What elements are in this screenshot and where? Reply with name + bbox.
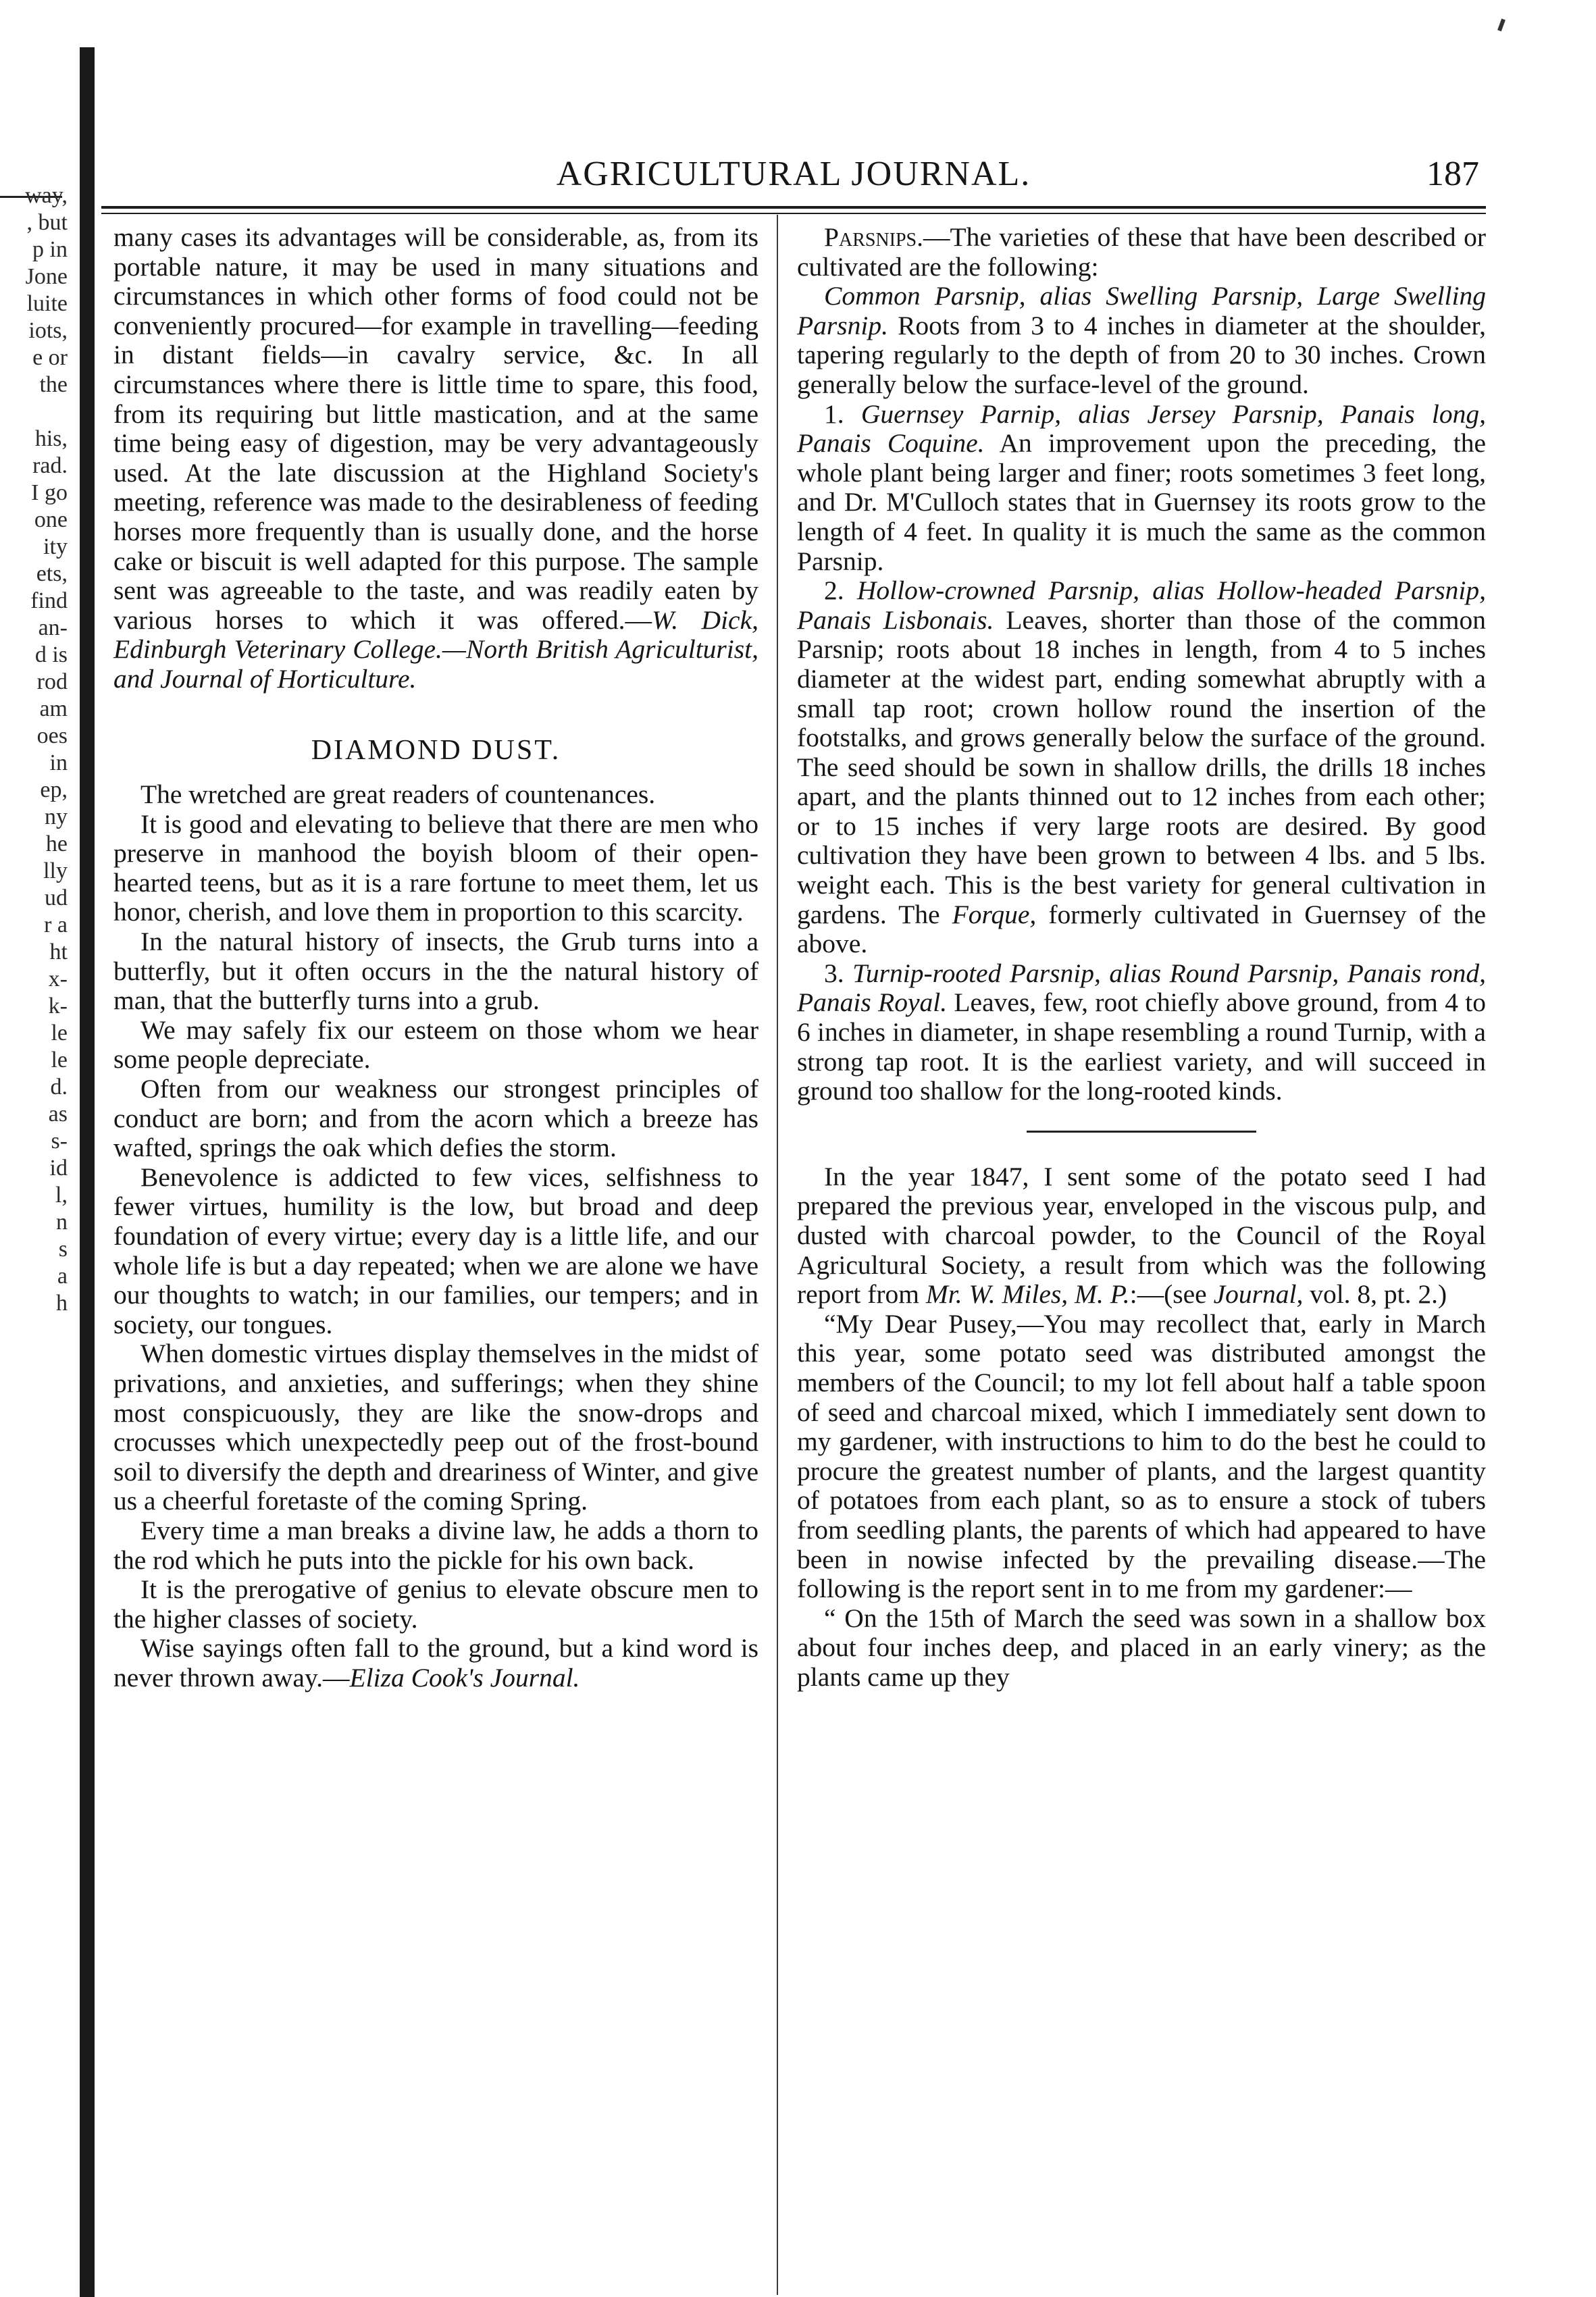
gutter-fragment: find bbox=[30, 588, 68, 613]
page-number: 187 bbox=[1426, 155, 1479, 193]
gutter-fragment: x- bbox=[48, 966, 68, 991]
gutter-fragment: one bbox=[34, 507, 68, 532]
gutter-fragment: le bbox=[51, 1021, 68, 1046]
running-head bbox=[108, 154, 1479, 201]
potato-p1-ref: vol. 8, pt. 2.) bbox=[1310, 1279, 1447, 1310]
item3-names: Turnip-rooted Parsnip, alias Round Parsnip, Panais rond, Panais Royal. bbox=[797, 958, 1487, 1018]
gutter-fragment: he bbox=[45, 831, 68, 856]
gutter-fragment: iots, bbox=[28, 318, 68, 343]
left-column bbox=[113, 223, 758, 1693]
gutter-fragment: an- bbox=[38, 615, 68, 640]
gutter-fragment: ets, bbox=[36, 561, 68, 586]
item2-text: Leaves, shorter than those of the common Parsnip; roots about 18 inches in length, from 4 to 5 inches diameter at the widest part, ending somewhat abruptly with a small tap root; crown hollow round the insertion of the footstalks, and grows generally below the surface of the ground. The seed should be sown in shallow drills, the drills 18 inches apart, and the plants thinned out to 12 inches from each other; or to 15 inches if very large roots are desired. By good cultivation they have been grown to between 4 lbs. and 5 lbs. weight each. This is the best variety for general cultivation in gardens. The bbox=[797, 604, 1486, 929]
gutter-fragment: s- bbox=[51, 1129, 68, 1154]
diamond-paragraph: We may safely fix our esteem on those whom we hear some people depreciate. bbox=[113, 1014, 758, 1075]
gutter-fragment: k- bbox=[48, 993, 68, 1018]
guernsey-parsnip bbox=[797, 400, 1486, 577]
previous-page-fragments bbox=[0, 182, 68, 1317]
item2-tail: formerly cultivated in Guernsey of the above. bbox=[797, 899, 1487, 959]
item3-number: 3. bbox=[824, 958, 844, 988]
common-parsnip-names: Common Parsnip, alias Swelling Parsnip, Large Swelling Parsnip. bbox=[797, 281, 1486, 340]
gutter-fragment: as bbox=[48, 1102, 68, 1127]
item2-forque: Forque, bbox=[952, 899, 1037, 929]
item3-text: Leaves, few, root chiefly above ground, from 4 to 6 inches in diameter, in shape resembling a round Turnip, with a strong tap root. It is the earliest variety, and will succeed in ground too shallow for the long-rooted kinds. bbox=[797, 987, 1487, 1106]
gutter-fragment: d is bbox=[34, 642, 68, 667]
gutter-fragment: p in bbox=[32, 237, 68, 262]
item2-number: 2. bbox=[824, 575, 844, 606]
parsnips-lead: Parsnips. bbox=[824, 222, 924, 252]
diamond-paragraph: It is the prerogative of genius to elevate obscure men to the higher classes of society. bbox=[113, 1574, 758, 1634]
common-parsnip-text: Roots from 3 to 4 inches in diameter at the shoulder, tapering regularly to the depth of from 20 to 30 inches. Crown generally below the surface-level of the ground. bbox=[797, 310, 1486, 399]
turnip-rooted-parsnip bbox=[797, 959, 1486, 1106]
gutter-fragment bbox=[0, 398, 68, 425]
item1-text: An improvement upon the preceding, the whole plant being larger and finer; roots sometimes 3 feet long, and Dr. M'Culloch states that in Guernsey its roots grow to the length of 4 feet. In quality it is much the same as the common Parsnip. bbox=[797, 428, 1486, 576]
column-divider bbox=[777, 215, 778, 2295]
diamond-last-paragraph bbox=[113, 1634, 758, 1693]
diamond-paragraph: The wretched are great readers of countenances. bbox=[140, 779, 656, 810]
gutter-fragment: the bbox=[39, 372, 68, 397]
gutter-fragment: ep, bbox=[40, 777, 68, 802]
potato-p1-journal: Journal, bbox=[1213, 1279, 1304, 1310]
continuation-attribution: W. Dick, Edinburgh Veterinary College.—North British Agriculturist, and Journal of Horticulture. bbox=[113, 604, 758, 694]
right-column bbox=[797, 223, 1486, 1693]
diamond-paragraph: Benevolence is addicted to few vices, selfishness to fewer virtues, humility is the low, but broad and deep foundation of every virtue; every day is a little life, and our whole life is but a day repeated; when we are alone we have our thoughts to watch; in our families, our tempers; and in society, our tongues. bbox=[113, 1162, 758, 1339]
gutter-fragment: his, bbox=[34, 426, 68, 451]
gutter-fragment: a bbox=[57, 1264, 68, 1289]
potato-paragraph-1 bbox=[797, 1162, 1486, 1310]
gutter-fragment: ity bbox=[43, 534, 68, 559]
gutter-fragment: lly bbox=[43, 858, 68, 883]
diamond-paragraph: It is good and elevating to believe that there are men who preserve in manhood the boyish bloom of their open-hearted teens, but as it is a rare fortune to meet them, let us honor, cherish, and love them in proportion to this scarcity. bbox=[113, 808, 758, 927]
gutter-fragment: ny bbox=[45, 804, 68, 829]
gutter-fragment: rad. bbox=[32, 453, 68, 478]
gutter-fragment: am bbox=[39, 696, 68, 721]
section-separator bbox=[1027, 1131, 1256, 1133]
gutter-fragment: l, bbox=[55, 1183, 68, 1208]
gutter-fragment: , but bbox=[26, 210, 68, 235]
continuation-paragraph bbox=[113, 223, 758, 694]
potato-paragraph-2: “My Dear Pusey,—You may recollect that, early in March this year, some potato seed was distributed amongst the members of the Council; to my lot fell about half a table spoon of seed and charcoal mixed, which I immediately sent down to my gardener, with instructions to him to do the best he could to procure the greatest number of plants, and the largest quantity of potatoes from each plant, so as to ensure a stock of tubers from seedling plants, the parents of which had appeared to have been in nowise infected by the prevailing disease.—The following is the report sent in to me from my gardener:— bbox=[797, 1308, 1486, 1604]
gutter-fragment: h bbox=[56, 1291, 68, 1316]
running-title: AGRICULTURAL JOURNAL. bbox=[556, 155, 1031, 193]
diamond-last-text: Wise sayings often fall to the ground, but a kind word is never thrown away.— bbox=[113, 1633, 758, 1693]
item1-names: Guernsey Parnip, alias Jersey Parsnip, Panais long, Panais Coquine. bbox=[797, 398, 1487, 459]
parsnips-intro bbox=[797, 223, 1486, 282]
item2-names: Hollow-crowned Parsnip, alias Hollow-headed Parsnip, Panais Lisbonais. bbox=[797, 575, 1487, 635]
gutter-fragment: luite bbox=[26, 291, 68, 316]
gutter-fragment: id bbox=[49, 1156, 68, 1181]
gutter-fragment: I go bbox=[31, 480, 68, 505]
diamond-paragraph: Every time a man breaks a divine law, he adds a thorn to the rod which he puts into the pickle for his own back. bbox=[113, 1515, 758, 1575]
diamond-paragraph: When domestic virtues display themselves in the midst of privations, and anxieties, and sufferings; when they shine most conspicuously, they are like the snow-drops and crocusses which unexpectedly peep out of the frost-bound soil to diversify the depth and dreariness of Winter, and give us a cheerful foretaste of the coming Spring. bbox=[113, 1339, 758, 1516]
diamond-last-attribution: Eliza Cook's Journal. bbox=[349, 1662, 580, 1693]
diamond-dust-paragraphs bbox=[113, 780, 758, 1634]
gutter-fragment: Jone bbox=[25, 264, 68, 289]
potato-p1-name: Mr. W. Miles, M. P. bbox=[925, 1279, 1130, 1310]
gutter-fragment: in bbox=[49, 750, 68, 775]
common-parsnip bbox=[797, 282, 1486, 399]
gutter-fragment: d. bbox=[50, 1075, 68, 1100]
diamond-paragraph: In the natural history of insects, the Grub turns into a butterfly, but it often occurs in the the natural history of man, that the butterfly turns into a grub. bbox=[113, 927, 758, 1016]
corner-mark bbox=[1497, 19, 1505, 32]
gutter-fragment: s bbox=[58, 1237, 68, 1262]
diamond-paragraph: Often from our weakness our strongest principles of conduct are born; and from the acorn which a breeze has wafted, springs the oak which defies the storm. bbox=[113, 1074, 758, 1163]
gutter-fragment: n bbox=[56, 1210, 68, 1235]
potato-p1-ref-pre: :—(see bbox=[1129, 1279, 1207, 1310]
potato-p1-text: In the year 1847, I sent some of the potato seed I had prepared the previous year, enveloped in the viscous pulp, and dusted with charcoal powder, to the Council of the Royal Agricultural Society, a result from which was the following report from bbox=[797, 1161, 1486, 1310]
gutter-fragment: oes bbox=[36, 723, 68, 748]
gutter-fragment: le bbox=[51, 1048, 68, 1073]
header-rule-thin bbox=[101, 213, 1486, 214]
gutter-fragment: way, bbox=[25, 183, 68, 208]
parsnips-intro-text: —The varieties of these that have been described or cultivated are the following: bbox=[797, 222, 1486, 282]
gutter-fragment: rod bbox=[36, 669, 68, 694]
binding-gutter bbox=[80, 47, 95, 2297]
gutter-fragment: r a bbox=[44, 912, 68, 937]
item1-number: 1. bbox=[824, 398, 844, 429]
gutter-fragment: ht bbox=[49, 939, 68, 964]
hollow-crowned-parsnip bbox=[797, 576, 1486, 959]
gutter-fragment: ud bbox=[45, 885, 68, 910]
continuation-text: many cases its advantages will be considerable, as, from its portable nature, it may be used in many situations and circumstances in which other forms of food could not be conveniently procured—for example in travelling—feeding in distant fields—in cavalry service, &c. In all circumstances where there is little time to spare, this food, from its requiring but little mastication, and at the same time being easy of digestion, may be very advantageously used. At the late discussion at the Highland Society's meeting, reference was made to the desirableness of feeding horses more frequently than is usually done, and the horse cake or biscuit is well adapted for this purpose. The sample sent was agreeable to the taste, and was readily eaten by various horses to which it was offered.— bbox=[113, 222, 758, 635]
gutter-fragment: e or bbox=[32, 345, 68, 370]
diamond-dust-heading: DIAMOND DUST. bbox=[311, 734, 561, 766]
potato-paragraph-3: “ On the 15th of March the seed was sown in a shallow box about four inches deep, and placed in an early vinery; as the plants came up they bbox=[797, 1603, 1486, 1692]
header-rule bbox=[101, 206, 1486, 209]
